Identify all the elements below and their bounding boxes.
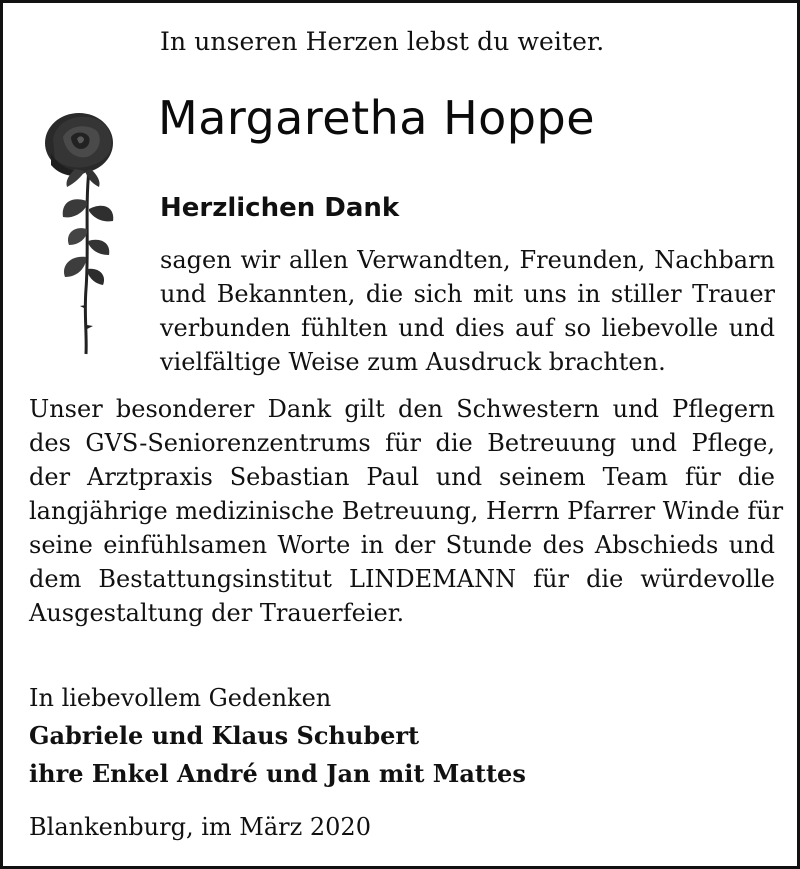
intro-line: vielfältige Weise zum Ausdruck brachten. — [160, 348, 666, 376]
signatory: Gabriele und Klaus Schubert — [29, 721, 420, 750]
thanks-paragraph — [29, 392, 784, 630]
motto: In unseren Herzen lebst du weiter. — [160, 27, 605, 56]
closing-phrase: In liebevollem Gedenken — [29, 684, 332, 712]
body-line: dem Bestattungsinstitut LINDEMANN für die würdevolle — [29, 565, 775, 593]
thanks-heading: Herzlichen Dank — [160, 193, 400, 223]
closing-block — [29, 679, 526, 793]
body-line: langjährige medizinische Betreuung, Herrn Pfarrer Winde für — [29, 497, 784, 525]
deceased-name: Margaretha Hoppe — [158, 91, 596, 145]
body-line: des GVS-Seniorenzentrums für die Betreuung und Pflege, — [29, 429, 775, 457]
intro-line: sagen wir allen Verwandten, Freunden, Nachbarn — [160, 246, 775, 274]
body-line: Unser besonderer Dank gilt den Schwestern und Pflegern — [29, 395, 775, 423]
rose-icon — [39, 109, 129, 359]
intro-line: und Bekannten, die sich mit uns in stiller Trauer — [160, 280, 775, 308]
body-line: der Arztpraxis Sebastian Paul und seinem Team für die — [29, 463, 775, 491]
body-line: Ausgestaltung der Trauerfeier. — [29, 599, 405, 627]
intro-paragraph — [160, 243, 775, 379]
place-date: Blankenburg, im März 2020 — [29, 813, 371, 841]
signatory: ihre Enkel André und Jan mit Mattes — [29, 759, 526, 788]
intro-line: verbunden fühlten und dies auf so liebevolle und — [160, 314, 775, 342]
body-line: seine einfühlsamen Worte in der Stunde des Abschieds und — [29, 531, 775, 559]
